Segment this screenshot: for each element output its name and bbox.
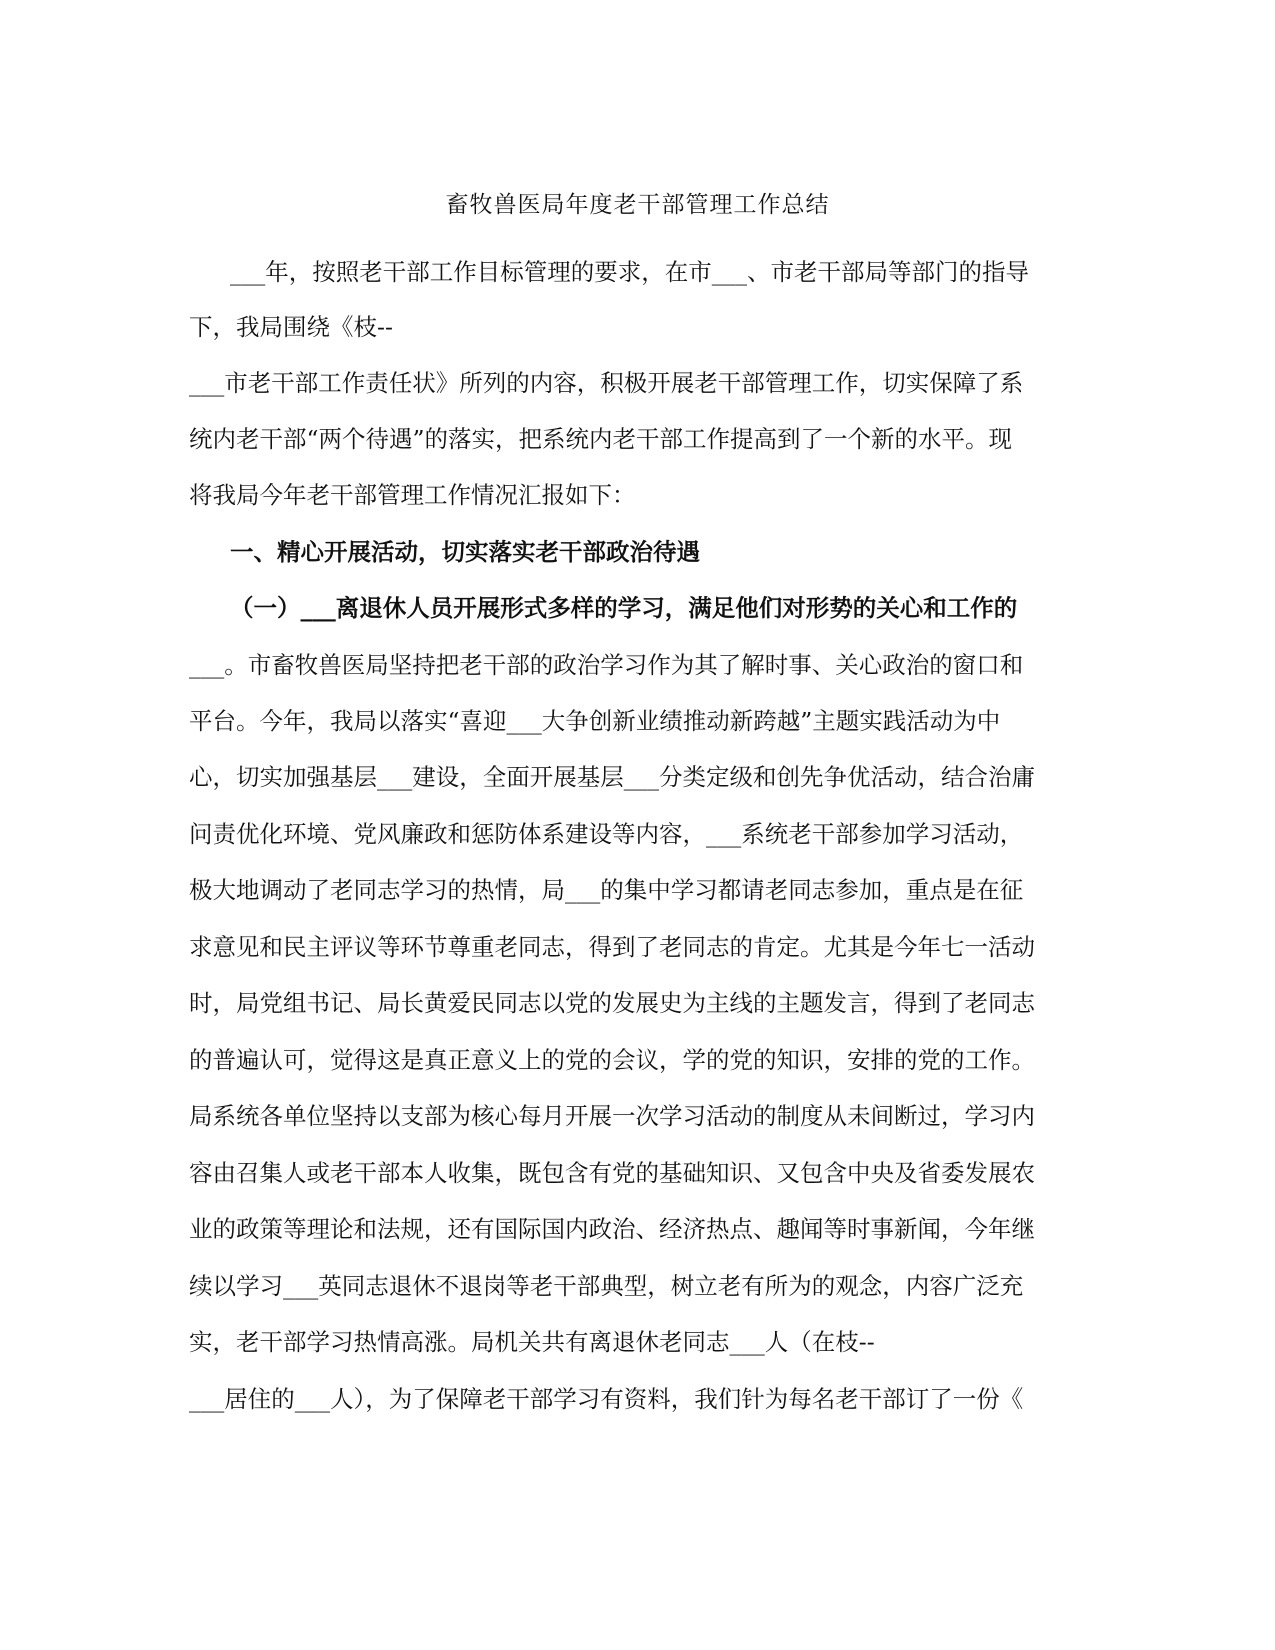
subsection-heading: （一）___离退休人员开展形式多样的学习，满足他们对形势的关心和工作的: [230, 594, 1018, 622]
paragraph-line: 将我局今年老干部管理工作情况汇报如下：: [189, 481, 636, 509]
paragraph-line: 平台。今年，我局以落实“喜迎___大争创新业绩推动新跨越”主题实践活动为中: [189, 707, 1001, 735]
paragraph-line: 局系统各单位坚持以支部为核心每月开展一次学习活动的制度从未间断过，学习内: [189, 1102, 1035, 1130]
paragraph-line: ___年，按照老干部工作目标管理的要求，在市___、市老干部局等部门的指导: [230, 258, 1029, 286]
paragraph-line: 的普遍认可，觉得这是真正意义上的党的会议，学的党的知识，安排的党的工作。: [189, 1046, 1035, 1074]
paragraph-line: 统内老干部“两个待遇”的落实，把系统内老干部工作提高到了一个新的水平。现: [189, 425, 1013, 453]
paragraph-line: 业的政策等理论和法规，还有国际国内政治、经济热点、趣闻等时事新闻，今年继: [189, 1215, 1035, 1243]
paragraph-line: 实，老干部学习热情高涨。局机关共有离退休老同志___人（在枝--: [189, 1328, 875, 1356]
document-title: 畜牧兽医局年度老干部管理工作总结: [445, 192, 830, 218]
paragraph-line: 求意见和民主评议等环节尊重老同志，得到了老同志的肯定。尤其是今年七一活动: [189, 933, 1035, 961]
paragraph-line: 问责优化环境、党风廉政和惩防体系建设等内容，___系统老干部参加学习活动，: [189, 820, 1024, 848]
paragraph-line: 时，局党组书记、局长黄爱民同志以党的发展史为主线的主题发言，得到了老同志: [189, 989, 1035, 1017]
paragraph-line: 续以学习___英同志退休不退岗等老干部典型，树立老有所为的观念，内容广泛充: [189, 1272, 1024, 1300]
section-heading: 一、精心开展活动，切实落实老干部政治待遇: [230, 538, 700, 566]
paragraph-line: ___。市畜牧兽医局坚持把老干部的政治学习作为其了解时事、关心政治的窗口和: [189, 651, 1024, 679]
paragraph-line: 极大地调动了老同志学习的热情，局___的集中学习都请老同志参加，重点是在征: [189, 876, 1024, 904]
paragraph-line: ___居住的___人），为了保障老干部学习有资料，我们针为每名老干部订了一份《: [189, 1385, 1024, 1413]
paragraph-line: 下，我局围绕《枝--: [189, 313, 393, 341]
paragraph-line: 容由召集人或老干部本人收集，既包含有党的基础知识、又包含中央及省委发展农: [189, 1159, 1035, 1187]
paragraph-line: 心，切实加强基层___建设，全面开展基层___分类定级和创先争优活动，结合治庸: [189, 763, 1035, 791]
paragraph-line: ___市老干部工作责任状》所列的内容，积极开展老干部管理工作，切实保障了系: [189, 369, 1024, 397]
